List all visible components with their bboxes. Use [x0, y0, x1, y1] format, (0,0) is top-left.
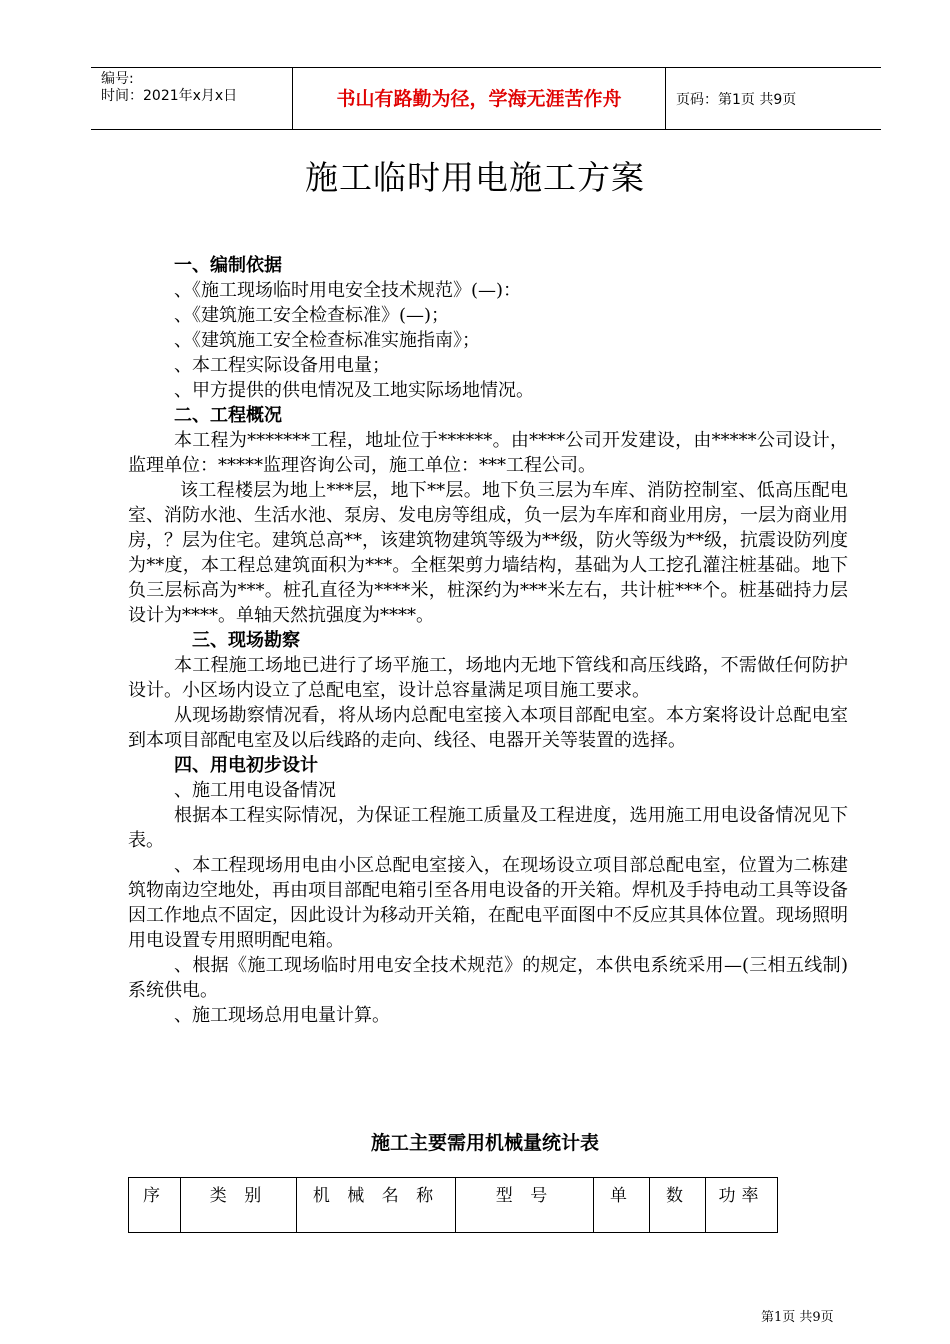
table-header-cell: 型 号: [456, 1178, 594, 1233]
table-header-cell: 数: [650, 1178, 706, 1233]
header-bottom-rule: [91, 129, 881, 130]
table-header-cell: 类 别: [181, 1178, 297, 1233]
section-heading: 二、工程概况: [174, 405, 282, 426]
header-page-info: 页码：第1页 共9页: [676, 92, 797, 108]
table-header-cell: 单: [594, 1178, 650, 1233]
list-item: 、施工现场总用电量计算。: [174, 1005, 390, 1026]
document-title: 施工临时用电施工方案: [305, 158, 645, 197]
paragraph: 该工程楼层为地上***层，地下**层。地下负三层为车库、消防控制室、低高压配电室、消防水池、生活水池、泵房、发电房等组成，负一层为车库和商业用房，一层为商业用房，？层为住宅。建筑总高**，该建筑物建筑等级为**级，防火等级为**级，抗震设防列度为**度，本工程总建筑面积为***。全框架剪力墙结构，基础为人工挖孔灌注桩基础。地下负三层标高为***。桩孔直径为****米，桩深约为***米左右，共计桩***个。桩基础持力层设计为****。单轴天然抗强度为****。: [128, 480, 848, 626]
list-item: 、《施工现场临时用电安全技术规范》(—)：: [174, 280, 522, 301]
paragraph: 、本工程现场用电由小区总配电室接入，在现场设立项目部总配电室，位置为二栋建筑物南边空地处，再由项目部配电箱引至各用电设备的开关箱。焊机及手持电动工具等设备因工作地点不固定，因此设计为移动开关箱，在配电平面图中不反应其具体位置。现场照明用电设置专用照明配电箱。: [128, 855, 848, 951]
section-heading: 三、现场勘察: [192, 630, 300, 651]
table-title: 施工主要需用机械量统计表: [370, 1132, 599, 1154]
table-header-cell: 功率: [706, 1178, 778, 1233]
time-label: 时间：2021年x月x日: [101, 88, 238, 104]
header-top-rule: [91, 67, 881, 68]
list-item: 、施工用电设备情况: [174, 780, 336, 801]
paragraph: 从现场勘察情况看，将从场内总配电室接入本项目部配电室。本方案将设计总配电室到本项目部配电室及以后线路的走向、线径、电器开关等装置的选择。: [128, 705, 848, 751]
paragraph: 、根据《施工现场临时用电安全技术规范》的规定，本供电系统采用—(三相五线制)系统供电。: [128, 955, 848, 1001]
serial-label: 编号:: [101, 71, 134, 87]
list-item: 、本工程实际设备用电量；: [174, 355, 390, 376]
list-item: 、甲方提供的供电情况及工地实际场地情况。: [174, 380, 534, 401]
table-header-cell: 机 械 名 称: [297, 1178, 456, 1233]
list-item: 、《建筑施工安全检查标准》(—)；: [174, 305, 450, 326]
header-meta: [101, 71, 237, 105]
header-divider: [665, 67, 666, 129]
paragraph: 本工程施工场地已进行了场平施工，场地内无地下管线和高压线路，不需做任何防护设计。小区场内设立了总配电室，设计总容量满足项目施工要求。: [128, 655, 848, 701]
section-heading: 一、编制依据: [174, 255, 282, 276]
paragraph: 根据本工程实际情况，为保证工程施工质量及工程进度，选用施工用电设备情况见下表。: [128, 805, 848, 851]
table-header-cell: 序: [129, 1178, 181, 1233]
header-motto: 书山有路勤为径，学海无涯苦作舟: [336, 88, 622, 110]
section-heading: 四、用电初步设计: [174, 755, 318, 776]
table-header-row: [129, 1178, 778, 1233]
page-footer: 第1页 共9页: [761, 1310, 834, 1325]
list-item: 、《建筑施工安全检查标准实施指南》；: [174, 330, 480, 351]
machinery-table: [128, 1177, 778, 1233]
document-body: [128, 253, 848, 1028]
paragraph: 本工程为*******工程，地址位于******。由****公司开发建设，由*****公司设计，监理单位：*****监理咨询公司，施工单位：***工程公司。: [128, 430, 848, 476]
